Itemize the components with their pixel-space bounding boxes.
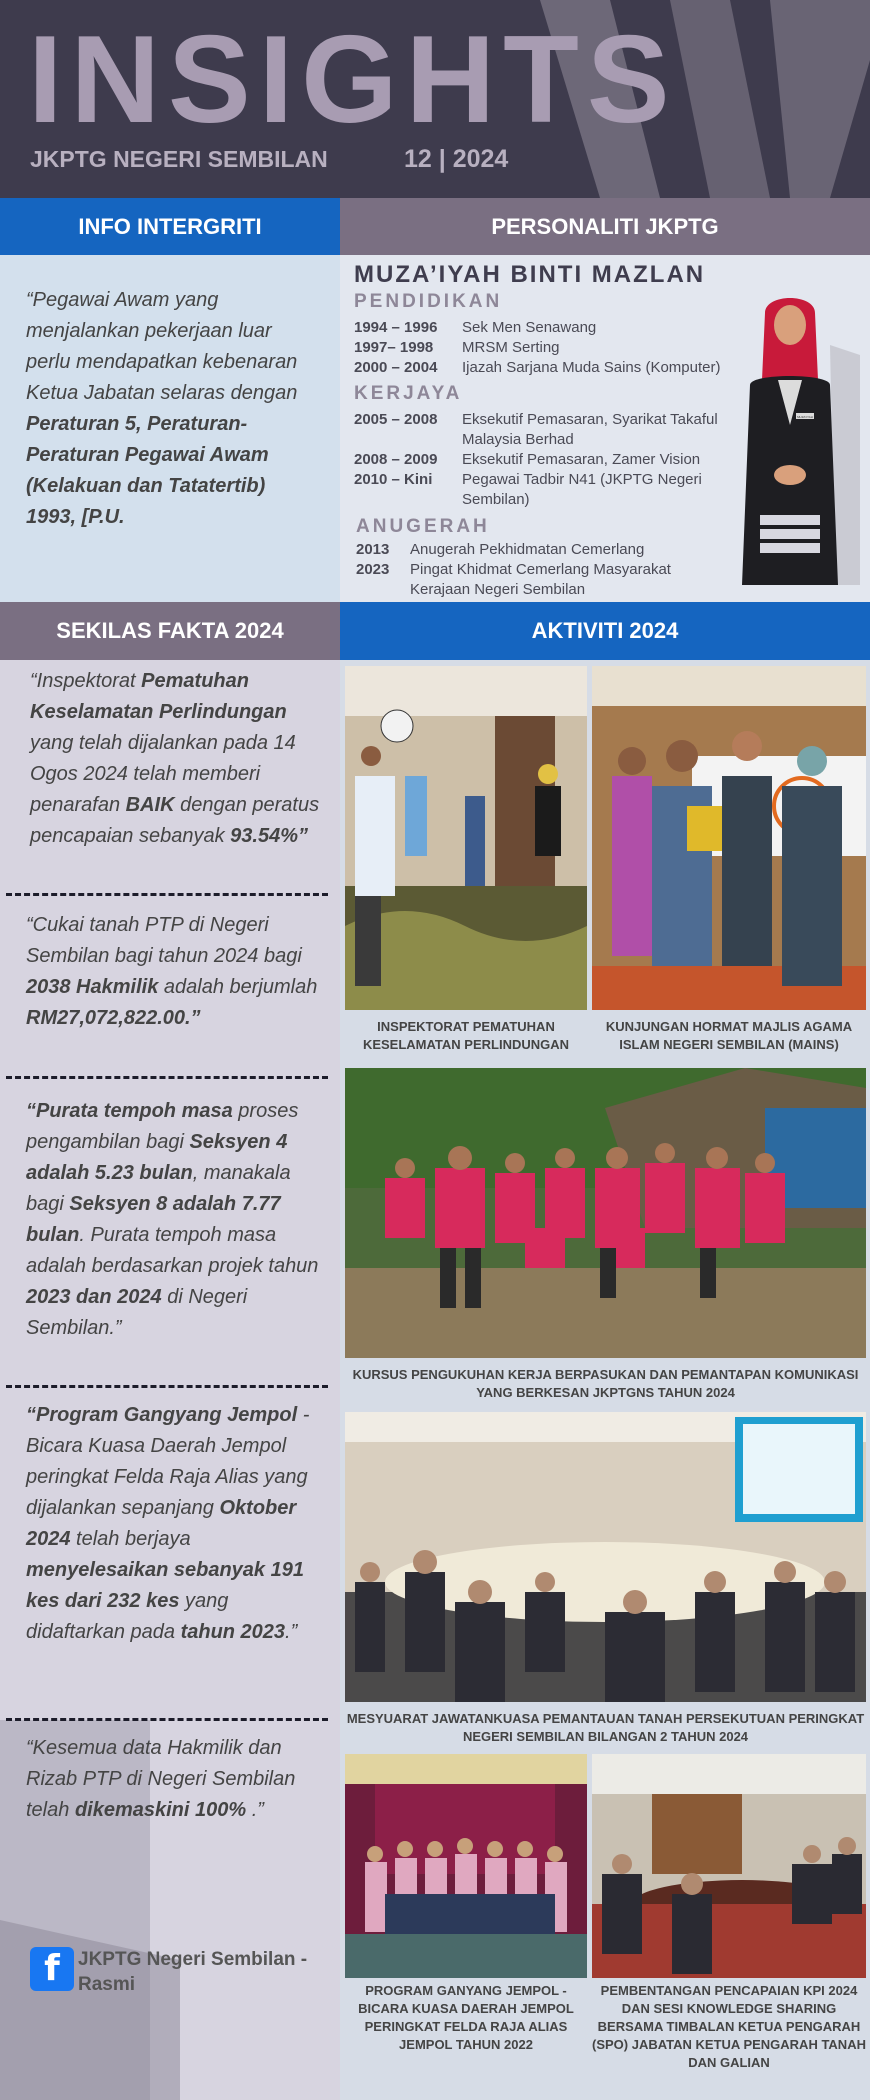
facebook-label: JKPTG Negeri Sembilan - Rasmi xyxy=(78,1949,308,1995)
info-integriti-heading: INFO INTERGRITI xyxy=(0,198,340,256)
newsletter-title: INSIGHTS xyxy=(28,11,678,149)
fact-cukai-tanah: “Cukai tanah PTP di Negeri Sembilan bagi tahun 2024 bagi 2038 Hakmilik adalah berjumlah RM27,072,822.00.” xyxy=(26,914,318,1029)
aktiviti-heading: AKTIVITI 2024 xyxy=(340,602,870,660)
caption-mesyuarat: MESYUARAT JAWATANKUASA PEMANTAUAN TANAH PERSEKUTUAN PERINGKAT NEGERI SEMBILAN BILANGAN 2 TAHUN 2024 xyxy=(346,1711,865,1744)
person-name: MUZA’IYAH BINTI MAZLAN xyxy=(354,261,706,288)
caption-inspektorat: INSPEKTORAT PEMATUHAN KESELAMATAN PERLINDUNGAN xyxy=(362,1019,570,1052)
svg-text:MUZA'IYAH: MUZA'IYAH xyxy=(797,415,813,419)
caption-pembentangan-kpi: PEMBENTANGAN PENCAPAIAN KPI 2024 DAN SESI KNOWLEDGE SHARING BERSAMA TIMBALAN KETUA PENGARAH (SPO) JABATAN KETUA PENGARAH TANAH DAN GALIAN xyxy=(592,1983,866,2070)
pendidikan-row: 1994 – 1996 Sek Men Senawang xyxy=(354,319,597,336)
anugerah-row: 2013 Anugerah Pekhidmatan Cemerlang xyxy=(356,541,645,558)
info-integriti-panel xyxy=(0,255,340,602)
anugerah-row: 2023 Pingat Khidmat Cemerlang Masyarakat Kerajaan Negeri Sembilan xyxy=(356,561,671,598)
pendidikan-row: 1997– 1998 MRSM Serting xyxy=(354,339,560,356)
photo-inspektorat xyxy=(345,666,587,1010)
fact-hakmilik: “Kesemua data Hakmilik dan Rizab PTP di Negeri Sembilan telah dikemaskini 100% .” xyxy=(26,1737,296,1821)
photo-pembentangan-kpi xyxy=(592,1754,866,1978)
dashed-divider xyxy=(6,1076,328,1079)
integriti-quote: “Pegawai Awam yang menjalankan pekerjaan luar perlu mendapatkan kebenaran Ketua Jabatan selaras dengan Peraturan 5, Peraturan-Peraturan Pegawai Awam (Kelakuan dan Tatatertib) 1993, [P.U. xyxy=(26,289,298,528)
aktiviti-panel xyxy=(340,660,870,2100)
newsletter-subtitle: JKPTG NEGERI SEMBILAN xyxy=(30,146,328,172)
dashed-divider xyxy=(6,893,328,896)
pendidikan-row: 2000 – 2004 Ijazah Sarjana Muda Sains (Komputer) xyxy=(354,359,721,376)
personaliti-panel xyxy=(340,255,870,602)
sekilas-fakta-heading: SEKILAS FAKTA 2024 xyxy=(0,602,340,660)
anugerah-heading: ANUGERAH xyxy=(356,516,490,537)
photo-mesyuarat-jawatankuasa xyxy=(345,1412,866,1702)
kerjaya-row: 2008 – 2009 Eksekutif Pemasaran, Zamer Vision xyxy=(354,451,701,468)
caption-kursus-pengukuhan: KURSUS PENGUKUHAN KERJA BERPASUKAN DAN PEMANTAPAN KOMUNIKASI YANG BERKESAN JKPTGNS TAHUN 2024 xyxy=(352,1367,859,1400)
fact-tempoh-masa: “Purata tempoh masa proses pengambilan bagi Seksyen 4 adalah 5.23 bulan, manakala bagi Seksyen 8 adalah 7.77 bulan. Purata tempoh masa adalah berdasarkan projek tahun 2023 dan 2024 di Negeri Sembilan.” xyxy=(26,1100,319,1339)
caption-kunjungan-mains: KUNJUNGAN HORMAT MAJLIS AGAMA ISLAM NEGERI SEMBILAN (MAINS) xyxy=(605,1019,853,1052)
pendidikan-heading: PENDIDIKAN xyxy=(354,291,503,312)
header-banner xyxy=(0,0,870,198)
dashed-divider xyxy=(6,1718,328,1721)
photo-kunjungan-mains xyxy=(592,666,866,1010)
issue-number: 12 | 2024 xyxy=(404,145,509,173)
facebook-icon: f xyxy=(30,1947,74,1991)
kerjaya-row: 2005 – 2008 Eksekutif Pemasaran, Syarikat Takaful Malaysia Berhad xyxy=(354,411,718,448)
fact-ganyang-jempol: “Program Gangyang Jempol - Bicara Kuasa Daerah Jempol peringkat Felda Raja Alias yang dijalankan sepanjang Oktober 2024 telah berjaya menyelesaikan sebanyak 191 kes dari 232 kes yang didaftarkan pada tahun 2023.” xyxy=(26,1404,310,1643)
dashed-divider xyxy=(6,1385,328,1388)
kerjaya-heading: KERJAYA xyxy=(354,383,463,404)
facebook-link[interactable] xyxy=(30,1947,318,1997)
fact-pematuhan: “Inspektorat Pematuhan Keselamatan Perlindungan yang telah dijalankan pada 14 Ogos 2024 telah memberi penarafan BAIK dengan peratus pencapaian sebanyak 93.54%” xyxy=(30,670,320,847)
person-portrait xyxy=(720,285,860,602)
kerjaya-row: 2010 – Kini Pegawai Tadbir N41 (JKPTG Negeri Sembilan) xyxy=(354,471,702,508)
personaliti-heading: PERSONALITI JKPTG xyxy=(340,198,870,256)
photo-ganyang-jempol xyxy=(345,1754,587,1978)
sekilas-fakta-panel xyxy=(0,660,340,2100)
photo-kursus-pengukuhan xyxy=(345,1068,866,1358)
caption-ganyang-jempol: PROGRAM GANYANG JEMPOL - BICARA KUASA DAERAH JEMPOL PERINGKAT FELDA RAJA ALIAS JEMPOL TAHUN 2022 xyxy=(358,1983,574,2052)
